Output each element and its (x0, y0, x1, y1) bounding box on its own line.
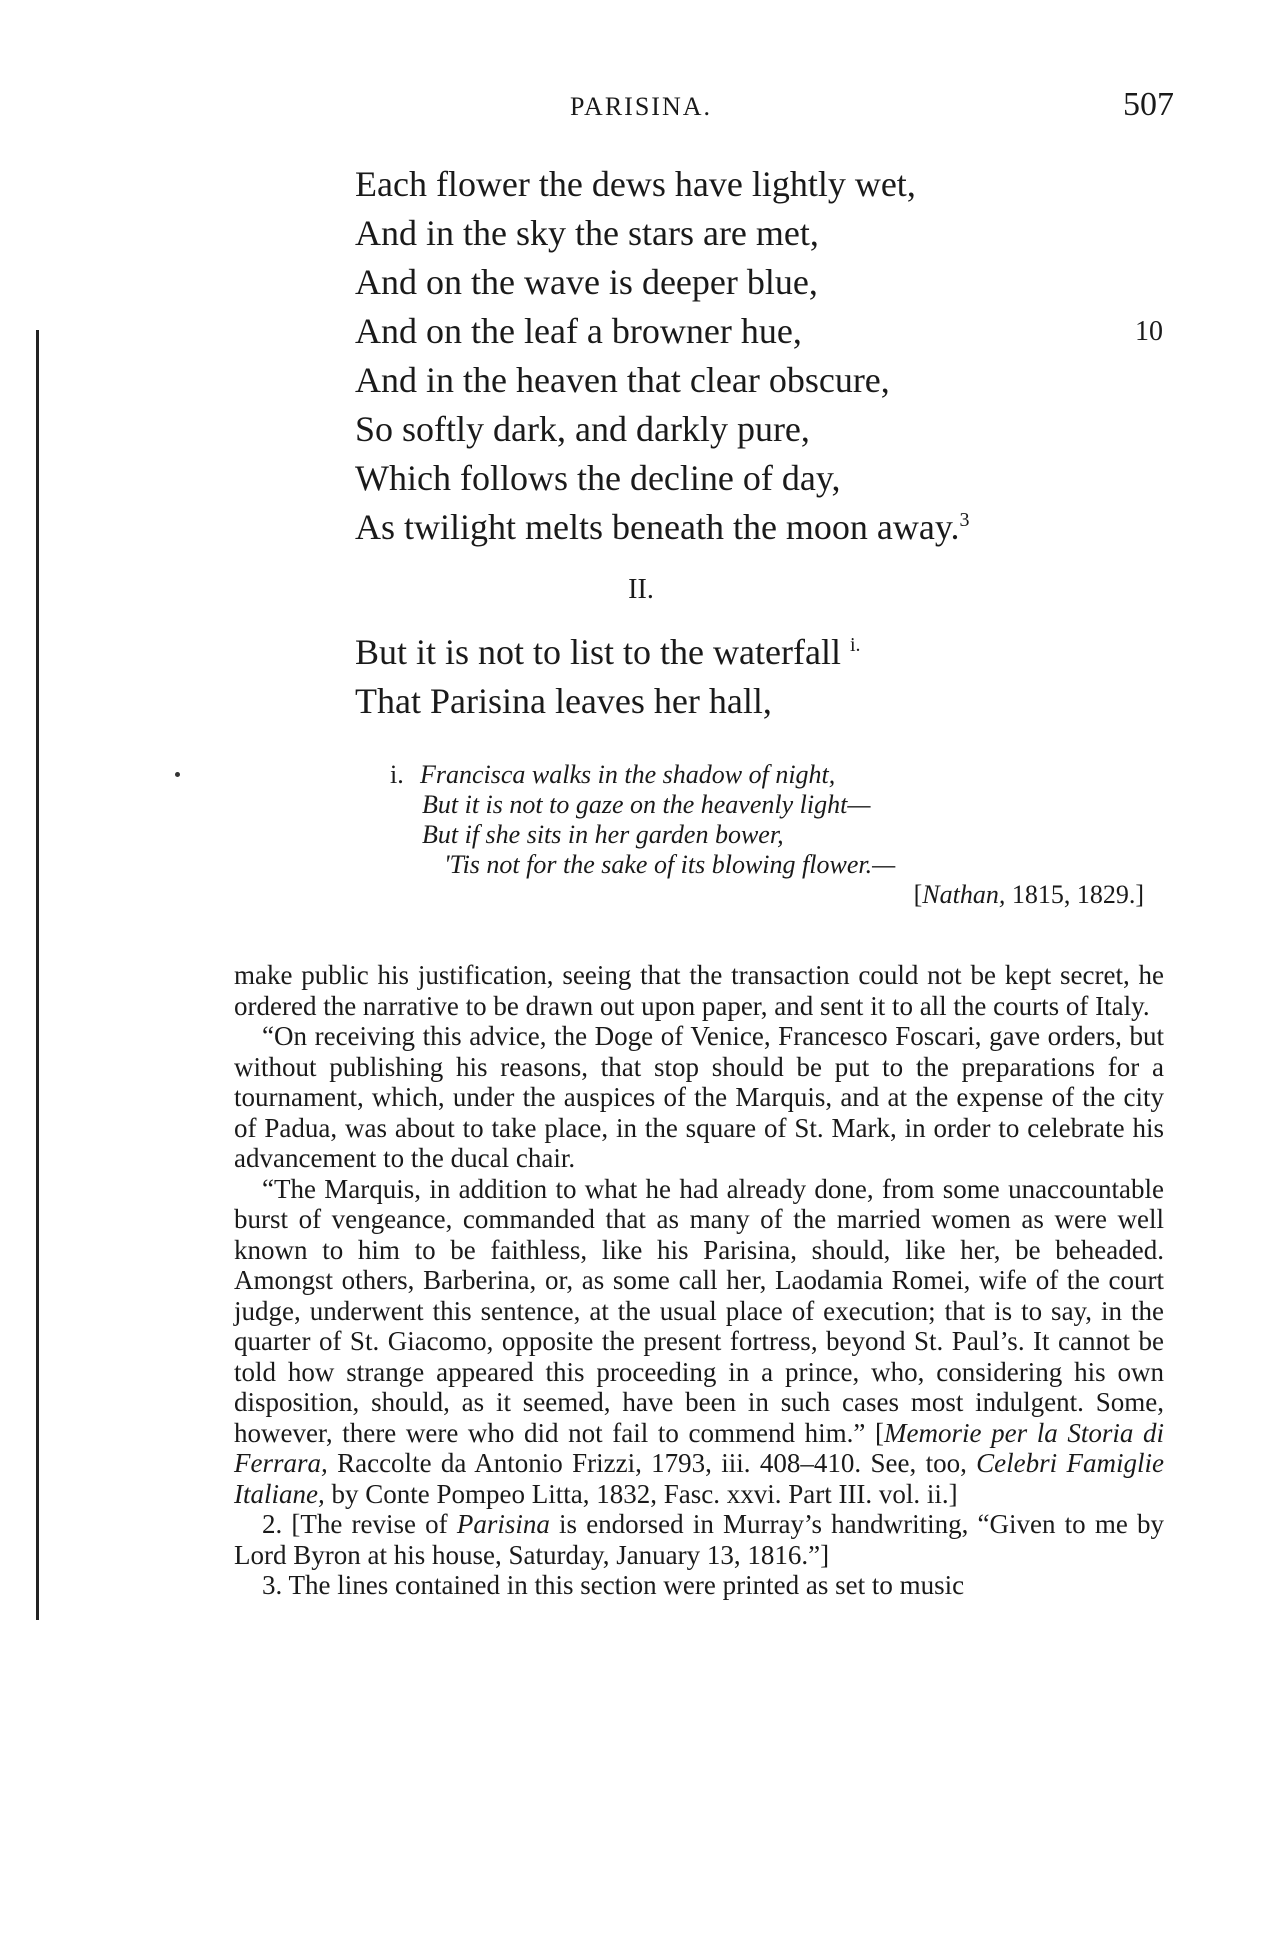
variant-line: Francisca walks in the shadow of night, (420, 760, 836, 789)
verse-line: And in the heaven that clear obscure, (355, 360, 890, 400)
verse-line: But it is not to list to the waterfall $^{i.}$ (355, 632, 861, 672)
page-number: 507 (1123, 86, 1174, 123)
margin-scan-edge (36, 330, 39, 1620)
verse-line: And in the sky the stars are met, (355, 213, 819, 253)
variant-line: But it is not to gaze on the heavenly light— (422, 790, 871, 819)
line-number: 10 (1135, 316, 1163, 347)
variant-note (390, 760, 1170, 910)
running-title: PARISINA. (569, 92, 713, 121)
variant-ref: i. (849, 634, 861, 656)
note-paragraph: 2. [The revise of Parisina is endorsed in Murray’s handwriting, “Given to me by Lord Byron at his house, Saturday, January 13, 1816.”] (234, 1509, 1164, 1570)
footnote-ref: 3 (959, 509, 970, 531)
verse-line: Each flower the dews have lightly wet, (355, 164, 916, 204)
verse-line: Which follows the decline of day, (355, 458, 841, 498)
verse-line: So softly dark, and darkly pure, (355, 409, 810, 449)
note-paragraph: “On receiving this advice, the Doge of Venice, Francesco Foscari, gave orders, but without publishing his reasons, that stop should be put to the preparations for a tournament, which, under the auspices of the Marquis, and at the expense of the city of Padua, was about to take place, in the square of St. Mark, in order to celebrate his advancement to the ducal chair. (234, 1021, 1164, 1173)
note-paragraph: “The Marquis, in addition to what he had already done, from some unaccountable burst of vengeance, commanded that as many of the married women as were well known to him to be faithless, like his Parisina, should, like her, be beheaded. Amongst others, Barberina, or, as some call her, Laodamia Romei, wife of the court judge, underwent this sentence, at the usual place of execution; that is to say, in the quarter of St. Giacomo, opposite the present fortress, beyond St. Paul’s. It cannot be told how strange appeared this proceeding in a prince, who, considering his own disposition, should, as it seemed, have been in such cases most indulgent. Some, however, there were who did not fail to commend him.” [Memorie per la Storia di Ferrara, Raccolte da Antonio Frizzi, 1793, iii. 408–410. See, too, Celebri Famiglie Italiane, by Conte Pompeo Litta, 1832, Fasc. xxvi. Part III. vol. ii.] (234, 1173, 1164, 1509)
variant-line: But if she sits in her garden bower, (422, 820, 784, 849)
note-paragraph: 3. The lines contained in this section were printed as set to music (262, 1570, 965, 1600)
verse-line: And on the leaf a browner hue, 10 (355, 307, 1175, 356)
margin-mark (175, 772, 180, 777)
verse-line: And on the wave is deeper blue, (355, 262, 818, 302)
verse-block (355, 160, 1175, 726)
variant-attribution: [Nathan, 1815, 1829.] (913, 880, 1144, 909)
note-paragraph: make public his justification, seeing that the transaction could not be kept secret, he ordered the narrative to be drawn out upon paper, and sent it to all the courts of Italy. (234, 960, 1164, 1021)
variant-line: 'Tis not for the sake of its blowing flower.— (444, 850, 896, 879)
verse-line: As twilight melts beneath the moon away.$^3$ (355, 507, 970, 547)
section-number: II. (628, 574, 654, 605)
footnotes (234, 960, 1164, 1601)
verse-line: That Parisina leaves her hall, (355, 681, 772, 721)
variant-number: i. (390, 760, 404, 789)
